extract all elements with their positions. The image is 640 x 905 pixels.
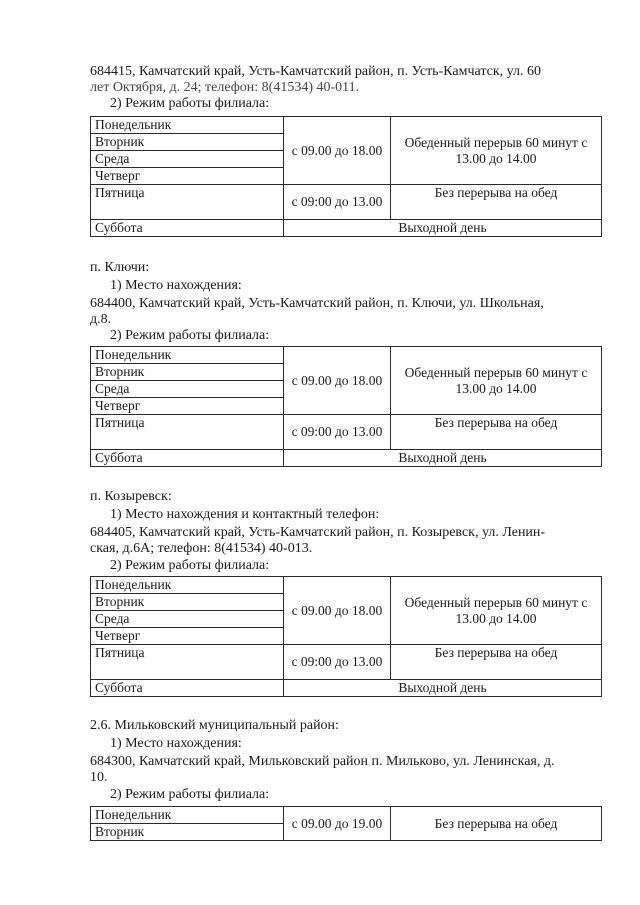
schedule-table	[90, 576, 602, 697]
break-cell: Обеденный перерыв 60 минут с 13.00 до 14.00	[391, 347, 602, 415]
address-line: 684400, Камчатский край, Усть-Камчатский район, п. Ключи, ул. Школьная,	[90, 296, 544, 311]
day-cell: Среда	[91, 151, 284, 168]
address-line: лет Октября, д. 24; телефон: 8(41534) 40-011.	[90, 80, 360, 95]
location-heading: 1) Место нахождения и контактный телефон:	[110, 507, 380, 522]
dayoff-cell: Выходной день	[284, 680, 602, 697]
day-cell: Среда	[91, 381, 284, 398]
dayoff-cell: Выходной день	[284, 450, 602, 467]
schedule-heading: 2) Режим работы филиала:	[110, 787, 270, 802]
day-cell: Вторник	[91, 824, 284, 841]
schedule-table	[90, 806, 602, 841]
address-line: 684405, Камчатский край, Усть-Камчатский район, п. Козыревск, ул. Ленин-	[90, 525, 546, 540]
address-line: ская, д.6А; телефон: 8(41534) 40-013.	[90, 541, 313, 556]
day-cell: Суббота	[91, 450, 284, 467]
schedule-heading: 2) Режим работы филиала:	[110, 96, 270, 111]
address-line: 684300, Камчатский край, Мильковский район п. Мильково, ул. Ленинская, д.	[90, 754, 555, 769]
section-title: п. Ключи:	[90, 260, 150, 275]
schedule-heading: 2) Режим работы филиала:	[110, 328, 270, 343]
day-cell: Понедельник	[91, 807, 284, 824]
schedule-heading: 2) Режим работы филиала:	[110, 558, 270, 573]
hours-cell: с 09:00 до 13.00	[284, 415, 391, 450]
day-cell: Суббота	[91, 220, 284, 237]
location-heading: 1) Место нахождения:	[110, 736, 242, 751]
schedule-table	[90, 116, 602, 237]
schedule-table	[90, 346, 602, 467]
day-cell: Суббота	[91, 680, 284, 697]
hours-cell: с 09.00 до 18.00	[284, 347, 391, 415]
day-cell: Четверг	[91, 168, 284, 185]
day-cell: Понедельник	[91, 577, 284, 594]
day-cell: Пятница	[91, 645, 284, 680]
day-cell: Понедельник	[91, 347, 284, 364]
hours-cell: с 09.00 до 19.00	[284, 807, 391, 841]
hours-cell: с 09:00 до 13.00	[284, 185, 391, 220]
day-cell: Четверг	[91, 398, 284, 415]
break-cell: Без перерыва на обед	[391, 645, 602, 680]
hours-cell: с 09.00 до 18.00	[284, 117, 391, 185]
hours-cell: с 09.00 до 18.00	[284, 577, 391, 645]
hours-cell: с 09:00 до 13.00	[284, 645, 391, 680]
dayoff-cell: Выходной день	[284, 220, 602, 237]
day-cell: Вторник	[91, 364, 284, 381]
address-line: д.8.	[90, 312, 112, 327]
location-heading: 1) Место нахождения:	[110, 278, 242, 293]
section-title: п. Козыревск:	[90, 489, 172, 504]
day-cell: Пятница	[91, 415, 284, 450]
day-cell: Понедельник	[91, 117, 284, 134]
day-cell: Вторник	[91, 594, 284, 611]
break-cell: Обеденный перерыв 60 минут с 13.00 до 14.00	[391, 117, 602, 185]
break-cell: Без перерыва на обед	[391, 415, 602, 450]
day-cell: Пятница	[91, 185, 284, 220]
day-cell: Среда	[91, 611, 284, 628]
address-line: 10.	[90, 770, 108, 785]
section-title: 2.6. Мильковский муниципальный район:	[90, 718, 339, 733]
address-line: 684415, Камчатский край, Усть-Камчатский район, п. Усть-Камчатск, ул. 60	[90, 64, 542, 79]
break-cell: Без перерыва на обед	[391, 185, 602, 220]
break-cell: Без перерыва на обед	[391, 807, 602, 841]
day-cell: Четверг	[91, 628, 284, 645]
break-cell: Обеденный перерыв 60 минут с 13.00 до 14.00	[391, 577, 602, 645]
day-cell: Вторник	[91, 134, 284, 151]
